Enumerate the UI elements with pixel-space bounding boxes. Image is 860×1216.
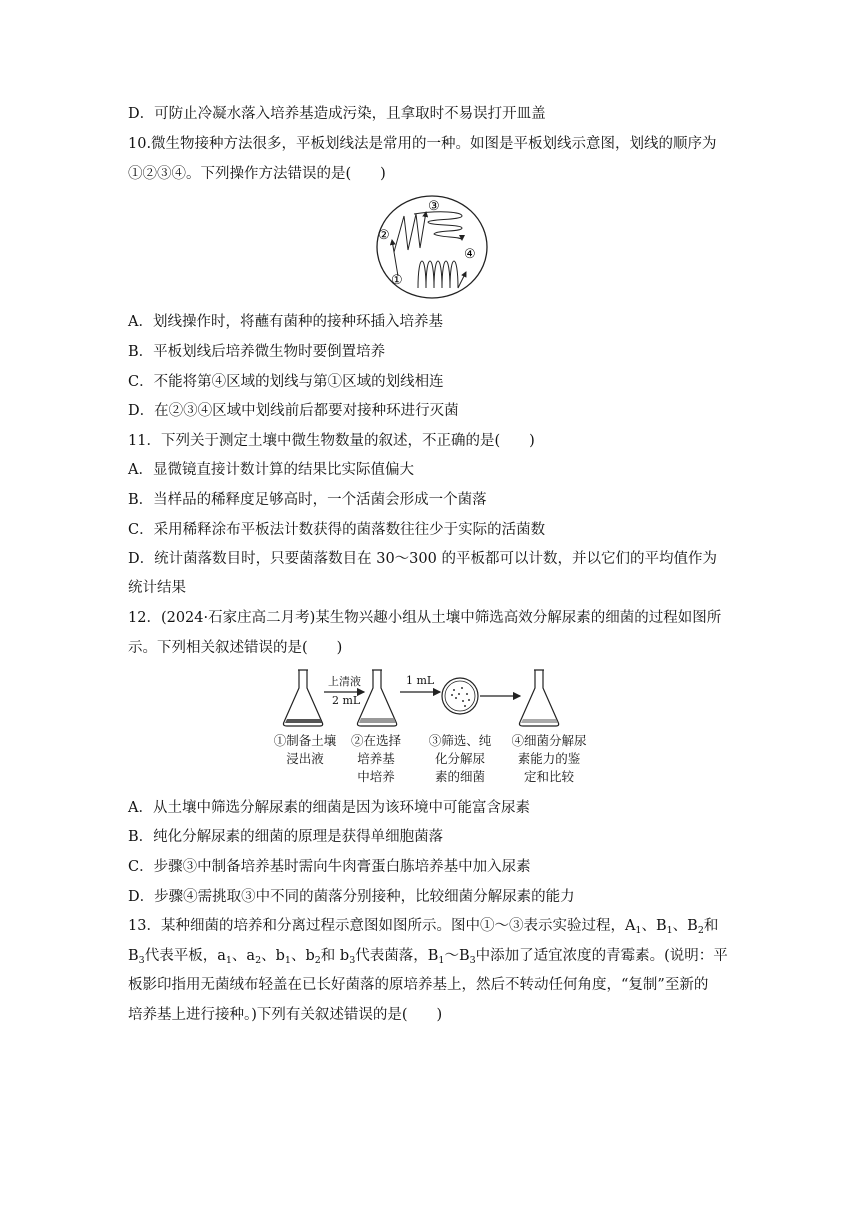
- prev-option-d: D．可防止冷凝水落入培养基造成污染，且拿取时不易误打开皿盖: [128, 106, 546, 122]
- step2-caption: [344, 732, 408, 786]
- step4-caption: [504, 732, 594, 786]
- flask-soil-extract: [283, 670, 322, 726]
- culture-plate-inner: [445, 681, 475, 711]
- q13-stem-line1: 13．某种细菌的培养和分离过程示意图如图所示。图中①～③表示实验过程，$A_1$、$B_1$、$B_2$和: [128, 918, 719, 936]
- step1-line2: 浸出液: [286, 751, 324, 766]
- identification-medium: [521, 719, 558, 723]
- q12-stem-line1: 12．(2024·石家庄高二月考)某生物兴趣小组从土壤中筛选高效分解尿素的细菌的过程如图所: [128, 610, 722, 626]
- q13-stem-line2: $B_3$代表平板，$a_1$、$a_2$、$b_1$、$b_2$和 $b_3$代表菌落，$B_1\sim B_3$中添加了适宜浓度的青霉素。(说明：平: [128, 948, 728, 966]
- q11-option-c: C．采用稀释涂布平板法计数获得的菌落数往往少于实际的活菌数: [128, 522, 546, 538]
- step3-line1: ③筛选、纯: [428, 733, 492, 748]
- arrow1-bottom-label: 2 mL: [332, 694, 361, 707]
- q11-option-d: D．统计菌落数目时，只要菌落数目在 30～300 的平板都可以计数，并以它们的平均值作为: [128, 551, 717, 567]
- step3-caption: [422, 732, 498, 786]
- q12-stem-line2: 示。下列相关叙述错误的是( ): [128, 640, 343, 656]
- step3-line2: 化分解尿: [434, 751, 485, 766]
- step2-line2: 培养基: [357, 751, 395, 766]
- q10-option-a: A．划线操作时，将蘸有菌种的接种环插入培养基: [128, 314, 443, 330]
- q11-option-d-cont: 统计结果: [128, 580, 186, 596]
- soil-sediment: [285, 719, 322, 723]
- q10-stem-line2: ①②③④。下列操作方法错误的是( ): [128, 166, 386, 182]
- streak-region-4: [418, 261, 466, 288]
- q10-option-d: D．在②③④区域中划线前后都要对接种环进行灭菌: [128, 403, 459, 419]
- q13-stem-line3: 板影印指用无菌绒布轻盖在已长好菌落的原培养基上，然后不转动任何角度，“复制”至新的: [128, 977, 709, 993]
- step2-line3: 中培养: [357, 769, 395, 784]
- q11-option-b: B．当样品的稀释度足够高时，一个活菌会形成一个菌落: [128, 492, 487, 508]
- arrow1-top-label: 上清液: [328, 675, 361, 688]
- q12-option-c: C．步骤③中制备培养基时需向牛肉膏蛋白胨培养基中加入尿素: [128, 859, 531, 875]
- q11-stem: 11．下列关于测定土壤中微生物数量的叙述，不正确的是( ): [128, 433, 535, 449]
- streak-label-4: ④: [464, 247, 476, 262]
- streak-label-3: ③: [428, 199, 440, 214]
- step4-line1: ④细菌分解尿: [511, 733, 587, 748]
- arrow2-top-label: 1 mL: [406, 674, 435, 687]
- urea-bacteria-flow-figure: [266, 664, 596, 790]
- q12-option-b: B．纯化分解尿素的细菌的原理是获得单细胞菌落: [128, 829, 444, 845]
- step2-line1: ②在选择: [350, 733, 401, 748]
- step4-line3: 定和比较: [523, 769, 574, 784]
- flask-selective-medium: [357, 670, 396, 726]
- streak-region-3: [414, 212, 462, 240]
- streak-label-1: ①: [391, 273, 403, 288]
- q10-option-c: C．不能将第④区域的划线与第①区域的划线相连: [128, 374, 444, 390]
- streak-label-2: ②: [378, 228, 390, 243]
- q13-stem-line4: 培养基上进行接种。)下列有关叙述错误的是( ): [128, 1007, 443, 1023]
- culture-sediment: [359, 718, 396, 723]
- streak-region-2: [394, 212, 426, 252]
- plate-colonies: [451, 687, 470, 707]
- step3-line3: 素的细菌: [434, 769, 485, 784]
- q11-option-a: A．显微镜直接计数计算的结果比实际值偏大: [128, 462, 414, 478]
- culture-plate: [442, 678, 478, 714]
- q10-option-b: B．平板划线后培养微生物时要倒置培养: [128, 344, 386, 360]
- step1-line1: ①制备土壤: [273, 733, 337, 748]
- q12-option-a: A．从土壤中筛选分解尿素的细菌是因为该环境中可能富含尿素: [128, 800, 530, 816]
- streak-plate-figure: [370, 192, 494, 302]
- streak-region-1: [392, 240, 398, 276]
- step4-line2: 素能力的鉴: [517, 751, 581, 766]
- q10-stem-line1: 10.微生物接种方法很多，平板划线法是常用的一种。如图是平板划线示意图，划线的顺序为: [128, 136, 717, 152]
- step1-caption: [264, 732, 346, 768]
- q12-option-d: D．步骤④需挑取③中不同的菌落分别接种，比较细菌分解尿素的能力: [128, 889, 575, 905]
- flask-identification: [519, 670, 558, 726]
